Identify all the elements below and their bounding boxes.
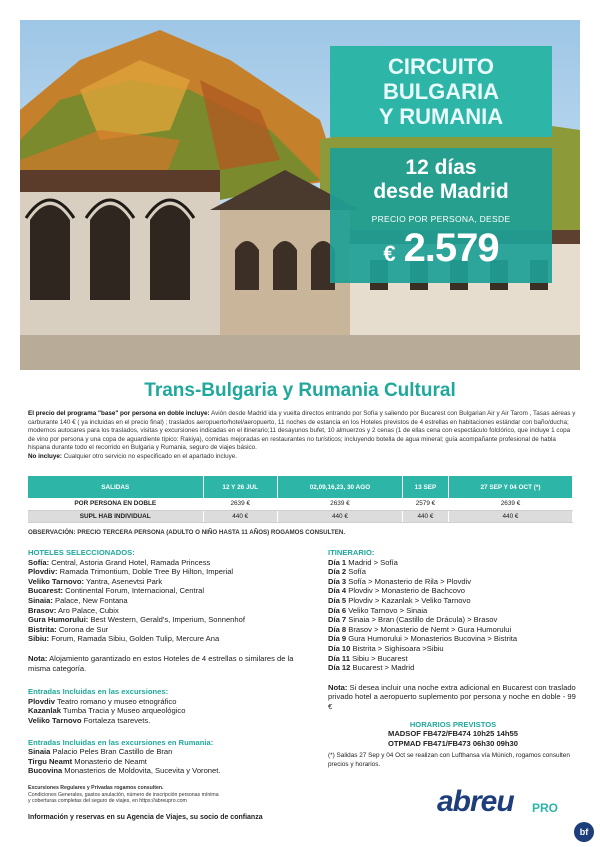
entry-place: Bucovina — [28, 766, 63, 776]
entry-desc: Palacio Peles Bran Castillo de Bran — [50, 747, 173, 757]
table-header: 12 Y 26 JUL — [203, 476, 277, 498]
hotel-names: Palace, New Fontana — [52, 595, 128, 605]
price-amount: 2.579 — [403, 226, 499, 270]
table-header: 02,09,16,23, 30 AGO — [277, 476, 402, 498]
list-item — [28, 596, 313, 606]
day-label: Día 12 — [328, 663, 351, 673]
day-route: Bucarest > Madrid — [350, 663, 415, 673]
day-route: Sofía — [346, 567, 366, 577]
entry-place: Plovdiv — [28, 696, 56, 706]
entry-desc: Tumba Tracia y Museo arqueológico — [60, 706, 186, 716]
footer-contact: Información y reservas en su Agencia de Viajes, su socio de confianza — [28, 814, 263, 821]
entries-bulgaria-heading: Entradas Incluidas en las excursiones: — [28, 687, 169, 697]
list-item — [28, 757, 313, 767]
day-label: Día 6 — [328, 605, 347, 615]
table-cell: 440 € — [448, 510, 572, 522]
list-item — [28, 586, 313, 596]
footer-line: Condiciones Generales, gastos anulación, número de inscripción personas mínima — [28, 791, 219, 798]
itinerary-section — [328, 548, 578, 769]
list-item — [328, 567, 578, 577]
day-label: Día 4 — [328, 586, 347, 596]
day-label: Día 9 — [328, 634, 347, 644]
list-item — [28, 697, 313, 707]
entry-place: Tirgu Neamt — [28, 756, 73, 766]
list-item — [328, 615, 578, 625]
note-label: Nota: — [28, 653, 48, 663]
list-item — [328, 644, 578, 654]
entry-place: Kazanlak — [28, 706, 61, 716]
tour-title-line-2: BULGARIA — [382, 79, 500, 104]
schedule-note: (*) Salidas 27 Sep y 04 Oct se realizan con Lufthansa vía Múnich, rogamos consulten precios y horarios. — [328, 752, 570, 768]
note-text: Alojamiento garantizado en estos Hoteles de 4 estrellas o similares de la misma categoría. — [28, 653, 294, 673]
entry-place: Sinaia — [28, 747, 51, 757]
list-item — [28, 606, 313, 616]
includes-text: Avión desde Madrid ida y vuelta directos entrando por Sofía y saliendo por Bucarest con Bulgarian Air y Air Tarom , Tasas aéreas y carburante 140 € ( ya incluidas en el precio final) ; traslados aeropuerto/hotel/aeropuerto, 11 noches de estancia en los Hoteles previstos de 4 estrellas en habitaciones estándar con baño/ducha; modernos autocares para los traslados, visitas y excursiones indicadas en el itinerario;11 desayunos bufet, 10 almuerzos y 2 cenas (1 de ellas cena con espectáculo folclórico, que incluye 1 copa de vino por persona y una copa de aguardiente típico: Rakiya), comidas mejoradas en restaurantes no turísticos; incluyendo botella de agua mineral; guía acompañante profesional de habla hispana durante todo el recorrido en Bulgaria y Rumania, seguro de viajes básico. — [28, 410, 576, 452]
list-item — [328, 654, 578, 664]
list-item — [28, 615, 313, 625]
table-row — [28, 510, 573, 522]
list-item — [328, 577, 578, 587]
list-item — [28, 747, 313, 757]
day-route: Madrid > Sofía — [346, 557, 398, 567]
note-text: Si desea incluir una noche extra adicional en Bucarest con traslado privado hotel a aeropuerto suplemento por persona y noche en doble - 99 € — [328, 682, 576, 711]
day-route: Sofía > Monasterio de Rila > Plovdiv — [346, 576, 472, 586]
pro-logo: PRO — [532, 801, 559, 815]
hotel-city: Bistrita: — [28, 624, 57, 634]
table-cell: 440 € — [277, 510, 402, 522]
list-item — [28, 567, 313, 577]
day-label: Día 1 — [328, 557, 347, 567]
hotel-city: Sinaia: — [28, 595, 53, 605]
itinerary-note — [328, 683, 578, 712]
list-item — [28, 558, 313, 568]
hotel-city: Sofía: — [28, 557, 50, 567]
bf-badge-icon: bf — [574, 822, 594, 842]
day-route: Brasov > Monasterio de Nemt > Gura Humorului — [346, 624, 512, 634]
table-cell: 440 € — [402, 510, 448, 522]
list-item — [28, 634, 313, 644]
excludes-label: No incluye: — [28, 452, 62, 460]
hotel-names: Central, Astoria Grand Hotel, Ramada Princess — [49, 557, 211, 567]
list-item — [328, 606, 578, 616]
price-value — [330, 226, 552, 271]
note-label: Nota: — [328, 682, 348, 692]
schedule-line: OTPMAD FB471/FB473 06h30 09h30 — [388, 738, 518, 748]
hotel-names: Corona de Sur — [56, 624, 109, 634]
list-item — [328, 586, 578, 596]
price-table — [28, 476, 573, 523]
day-label: Día 2 — [328, 567, 347, 577]
list-item — [328, 634, 578, 644]
list-item — [328, 625, 578, 635]
entries-romania-heading: Entradas Incluidas en las excursiones en Rumania: — [28, 737, 214, 747]
hotel-city: Sibiu: — [28, 634, 50, 644]
day-label: Día 5 — [328, 595, 347, 605]
day-label: Día 10 — [328, 643, 351, 653]
table-header: 13 SEP — [402, 476, 448, 498]
hotel-names: Continental Forum, Internacional, Central — [63, 586, 205, 596]
footer-line: y coberturas completas del seguro de viajes, en https://abreupro.com — [28, 798, 187, 805]
entry-desc: Monasterio de Neamt — [72, 756, 147, 766]
list-item — [28, 766, 313, 776]
list-item — [328, 596, 578, 606]
program-title: Trans-Bulgaria y Rumania Cultural — [144, 380, 456, 401]
day-label: Día 7 — [328, 615, 347, 625]
day-route: Plovdiv > Monasterio de Bachcovo — [346, 586, 465, 596]
price-box — [330, 148, 552, 283]
itinerary-heading: ITINERARIO: — [328, 548, 375, 557]
hotel-city: Brasov: — [28, 605, 57, 615]
tour-title-line-1: CIRCUITO — [388, 54, 494, 79]
program-description — [28, 410, 576, 462]
table-header-row — [28, 476, 573, 498]
hotels-heading: HOTELES SELECCIONADOS: — [28, 548, 135, 557]
hotel-city: Veliko Tarnovo: — [28, 576, 84, 586]
day-label: Día 3 — [328, 576, 347, 586]
entry-desc: Teatro romano y museo etnográfico — [55, 696, 177, 706]
excludes-text: Cualquier otro servicio no especificado en el apartado incluye. — [61, 452, 237, 460]
price-label: PRECIO POR PERSONA, DESDE — [371, 214, 511, 224]
table-header: 27 SEP Y 04 OCT (*) — [448, 476, 572, 498]
table-cell: 2639 € — [448, 498, 572, 510]
footer-line: Excursiones Regulares y Privadas rogamos consulten. — [28, 785, 164, 791]
hotel-names: Ramada Trimontium, Doble Tree By Hilton, Imperial — [57, 567, 234, 577]
entry-desc: Monasterios de Moldovita, Sucevita y Voronet. — [62, 766, 221, 776]
table-row — [28, 498, 573, 510]
includes-label: El precio del programa "base" por persona en doble incluye: — [28, 410, 210, 417]
entry-desc: Fortaleza tsarevets. — [81, 715, 151, 725]
day-route: Plovdiv > Kazanlak > Veliko Tarnovo — [346, 595, 471, 605]
table-cell: 2579 € — [402, 498, 448, 510]
day-label: Día 11 — [328, 653, 350, 663]
day-label: Día 8 — [328, 624, 347, 634]
list-item — [28, 625, 313, 635]
hotel-names: Best Western, Gerald's, Imperium, Sonnenhof — [88, 615, 245, 625]
entry-place: Veliko Tarnovo — [28, 715, 82, 725]
list-item — [328, 558, 578, 568]
tour-origin: desde Madrid — [373, 180, 509, 203]
day-route: Gura Humorului > Monasterios Bucovina > Bistrita — [346, 634, 518, 644]
abreu-logo: abreu — [437, 785, 514, 818]
observation-note: OBSERVACIÓN: PRECIO TERCERA PERSONA (ADULTO O NIÑO HASTA 11 AÑOS) ROGAMOS CONSULTEN. — [28, 529, 346, 536]
price-currency: € — [383, 241, 396, 266]
hotels-section — [28, 548, 313, 776]
hotel-names: Aro Palace, Cubix — [56, 605, 119, 615]
hotel-city: Gura Humorului: — [28, 615, 89, 625]
table-header: SALIDAS — [28, 476, 203, 498]
table-cell: 440 € — [203, 510, 277, 522]
table-cell: 2639 € — [203, 498, 277, 510]
schedule-line: MADSOF FB472/FB474 10h25 14h55 — [388, 729, 518, 739]
list-item — [28, 706, 313, 716]
day-route: Sibiu > Bucarest — [349, 653, 408, 663]
hotel-names: Forum, Ramada Sibiu, Golden Tulip, Mercure Ana — [49, 634, 220, 644]
hotels-note — [28, 654, 313, 673]
hotel-names: Yantra, Asenevtsi Park — [83, 576, 163, 586]
hotel-city: Bucarest: — [28, 586, 64, 596]
day-route: Bistrita > Sighisoara >Sibiu — [350, 643, 444, 653]
footer-conditions — [28, 785, 368, 805]
list-item — [28, 577, 313, 587]
day-route: Sinaia > Bran (Castillo de Drácula) > Brasov — [346, 615, 498, 625]
tour-days: 12 días — [405, 156, 477, 179]
table-cell: POR PERSONA EN DOBLE — [28, 498, 203, 510]
tour-title-box — [330, 46, 552, 137]
list-item — [328, 663, 578, 673]
table-cell: 2639 € — [277, 498, 402, 510]
tour-title-line-3: Y RUMANIA — [378, 104, 504, 129]
schedule-heading: HORARIOS PREVISTOS — [409, 719, 497, 729]
hotel-city: Plovdiv: — [28, 567, 58, 577]
day-route: Veliko Tarnovo > Sinaia — [346, 605, 428, 615]
table-cell: SUPL HAB INDIVIDUAL — [28, 510, 203, 522]
list-item — [28, 716, 313, 726]
